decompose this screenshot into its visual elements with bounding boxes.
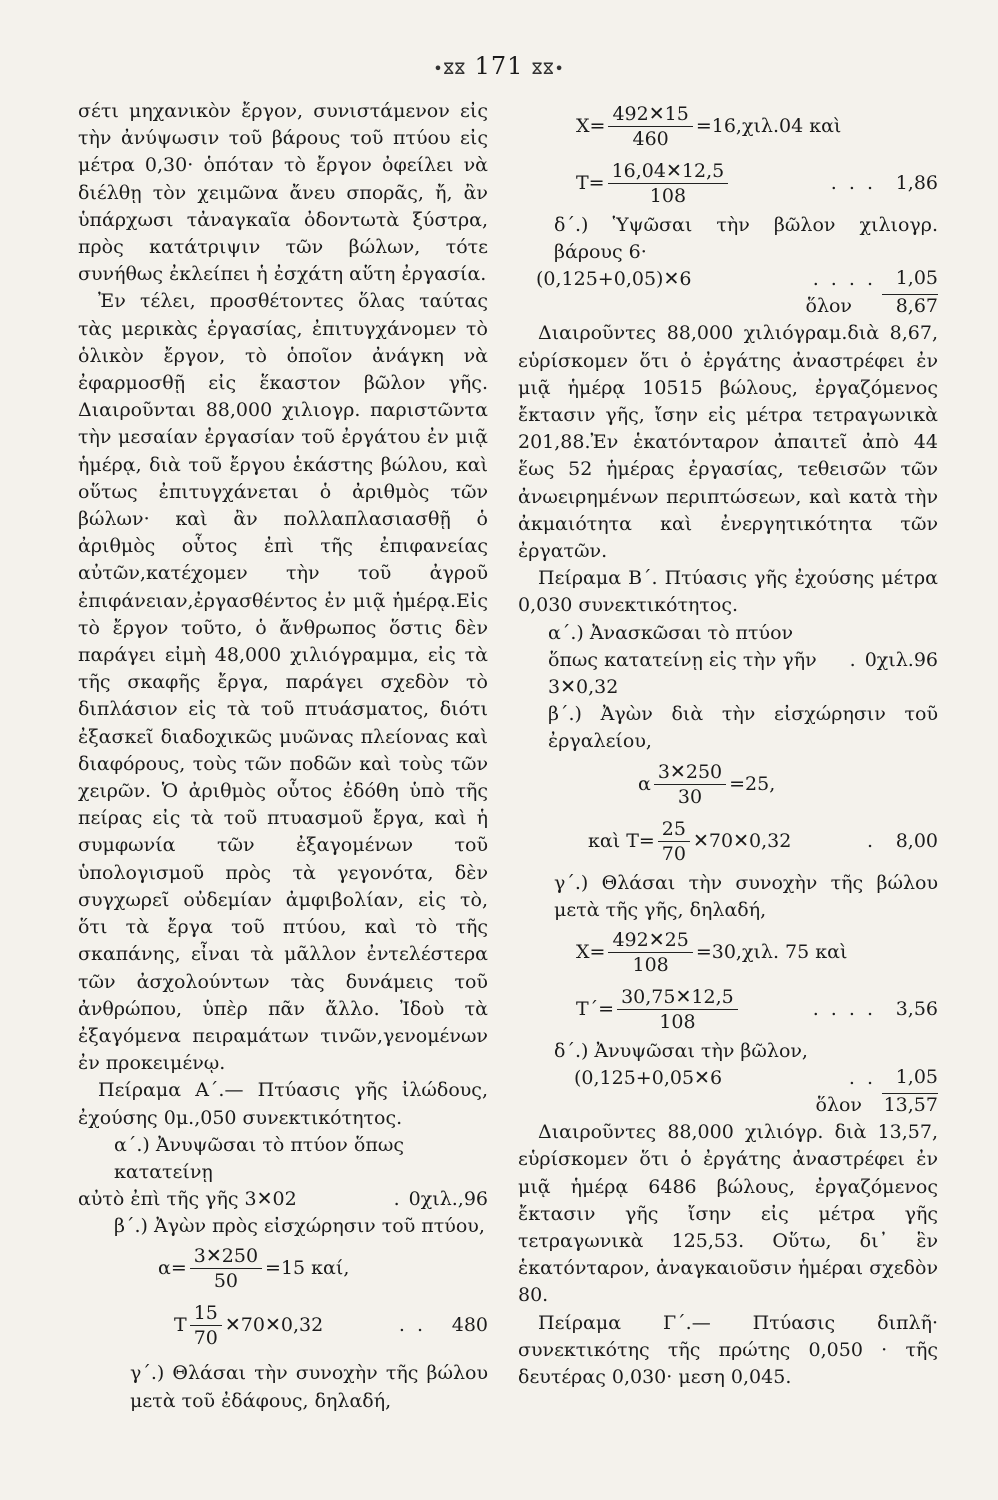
equation-lhs: Χ= <box>576 114 606 137</box>
paragraph: Ἐν τέλει, προσθέτοντες ὅλας ταύτας τὰς μερικὰς ἐργασίας, ἐπιτυγχάνομεν τὸ ὁλικὸν ἔργον, τὸ ὁποῖον ἀνάγκη νὰ ἐφαρμοσθῇ εἰς ἕκαστον βῶλον γῆς. Διαιροῦνται 88,000 χιλιογρ. παριστῶντα τὴν μεσαίαν ἐργασίαν τοῦ ἐργάτου ἐν μιᾷ ἡμέρᾳ, διὰ τοῦ ἔργου ἑκάστης βώλου, καὶ οὕτως ἐπιτυγχάνεται ὁ ἀριθμὸς τῶν βώλων· καὶ ἂν πολλαπλασιασθῇ ὁ ἀριθμὸς οὗτος ἐπὶ τῆς ἐπιφανείας αὐτῶν,κατέχομεν τὴν τοῦ ἀγροῦ ἐπιφάνειαν,ἐργασθέντος ἐν μιᾷ ἡμέρᾳ.Εἰς τὸ ἔργον τοῦτο, ὁ ἄνθρωπος ὅστις δὲν παράγει εἰμὴ 48,000 χιλιόγραμμα, εἰς τὰ τῆς σκαφῆς ἔργα, παράγει σχεδὸν τὸ διπλάσιον εἰς τὰ τοῦ πτυάσματος, διότι ἐξασκεῖ διαδοχικῶς μυῶνας πλείονας καὶ διαφόρους, τοὺς τῶν ποδῶν καὶ τοὺς τῶν χειρῶν. Ὁ ἀριθμὸς οὗτος ἐδόθη ὑπὸ τῆς πείρας εἰς τὰ τοῦ πτυασμοῦ ἔργα, καὶ ἡ συμφωνία τῶν ἐξαγομένων τοῦ ὑπολογισμοῦ πρὸς τὰ γεγονότα, δὲν συγχωρεῖ οὐδεμίαν ἀμφιβολίαν, εἰς τὸ, ὅτι τὰ ἔργα τοῦ πτύου, καὶ τὸ τῆς σκαπάνης, εἶναι τὰ μᾶλλον ἐντελέστερα τῶν ἀσχολούντων τὰς δυνάμεις τοῦ ἀνθρώπου, ὑπὲρ πᾶν ἄλλο. Ἰδοὺ τὰ ἐξαγόμενα πειραμάτων τινῶν,γενομένων ἐν προκειμένῳ. <box>78 290 488 1075</box>
total-line <box>518 1092 938 1119</box>
fraction-numerator: 492✕15 <box>608 102 692 127</box>
fraction <box>658 817 690 866</box>
total-line <box>518 293 938 320</box>
ornament-left-icon: •ⴵⴵ <box>433 59 466 78</box>
page-header <box>0 52 998 80</box>
fraction <box>617 985 738 1034</box>
fraction-denominator: 108 <box>649 185 687 207</box>
paragraph: σέτι μηχανικὸν ἔργον, συνιστάμενον εἰς τὴν ἀνύψωσιν τοῦ βάρους τοῦ πτύου εἰς μέτρα 0,30· ὁπόταν τὸ ἔργον ὀφείλει νὰ διέλθῃ τὸν χειμῶνα ἄνευ σπορᾶς, ἤ, ἂν ὑπάρχωσι τἀναγκαῖα ὀδοντωτὰ ξύστρα, πρὸς κατάτριψιν τῶν βώλων, τότε συνήθως ἐκλείπει ἡ ἐσχάτη αὕτη ἐργασία. <box>78 100 488 286</box>
equation-rhs: =15 καί, <box>265 1257 350 1280</box>
fraction-numerator: 3✕250 <box>654 760 726 785</box>
fraction <box>190 1301 222 1350</box>
equation-rhs: ✕70✕0,32 <box>692 829 792 852</box>
step-alpha-b: α΄.) Ἀνασκῶσαι τὸ πτύον ὅπως κατατείνῃ εἰς τὴν γῆν 3✕0,32 . 0χιλ.96 <box>518 620 938 702</box>
fraction-denominator: 108 <box>659 1011 696 1034</box>
step-delta-expr: (0,125+0,05)✕6 <box>536 268 692 291</box>
step-delta-value: 1,05 <box>882 265 938 295</box>
fraction <box>654 760 726 809</box>
equation: Τ΄= $\frac{30,75✕12,5}{108}$ . . . . 3,56 <box>576 986 938 1034</box>
fraction-denominator: 108 <box>632 954 669 977</box>
step-gamma-b: γ΄.) Θλάσαι τὴν συνοχὴν τῆς βώλου μετὰ τῆς γῆς, δηλαδή, <box>554 871 938 921</box>
equation <box>518 924 938 981</box>
equation-rhs: =16,χιλ.04 καὶ <box>695 114 842 137</box>
fraction-numerator: 15 <box>190 1301 222 1326</box>
fraction-denominator: 70 <box>193 1327 218 1350</box>
step-alpha-line: αὐτὸ ἐπὶ τῆς γῆς 3✕02 . 0χιλ.,96 <box>78 1186 488 1213</box>
fraction-numerator: 492✕25 <box>608 928 692 953</box>
fraction <box>608 928 692 977</box>
right-column <box>518 98 938 1391</box>
step-delta-b: δ΄.) Ἀνυψῶσαι τὴν βῶλον, <box>554 1040 808 1063</box>
fraction-numerator: 16,04✕12,5 <box>608 159 729 184</box>
step-alpha: α΄.) Ἀνυψῶσαι τὸ πτύον ὅπως κατατείνῃ <box>114 1133 404 1183</box>
fraction-denominator: 70 <box>661 842 686 865</box>
equation-value: 1,86 <box>895 171 938 194</box>
step-alpha-b-value: 0χιλ.96 <box>864 648 938 671</box>
fraction-denominator: 460 <box>632 128 669 150</box>
left-column <box>78 98 488 1415</box>
fraction <box>608 159 729 208</box>
equation: Τ= $\frac{16,04✕12,5}{108}$ . . . 1,86 <box>576 160 938 207</box>
fraction-numerator: 3✕250 <box>190 1244 262 1269</box>
equation-lhs: α= <box>158 1257 187 1280</box>
step-alpha-value: 0χιλ.,96 <box>408 1188 488 1211</box>
equation-lhs: Τ <box>174 1314 187 1337</box>
equation-lhs: Χ= <box>576 940 606 963</box>
step-alpha-b-text: α΄.) Ἀνασκῶσαι τὸ πτύον ὅπως κατατείνῃ εἰς τὴν γῆν 3✕0,32 <box>548 621 817 699</box>
equation-value: 480 <box>451 1314 488 1337</box>
total-value: 8,67 <box>895 295 938 318</box>
experiment-g-title: Πείραμα Γ΄.— Πτύασις διπλῆ· συνεκτικότης τῆς πρώτης 0,050 · τῆς δευτέρας 0,030· μεση 0,045. <box>518 1311 938 1389</box>
equation-lhs: α <box>638 772 651 795</box>
step-beta-b: β΄.) Ἀγὼν διὰ τὴν εἰσχώρησιν τοῦ ἐργαλείου, <box>548 703 938 753</box>
page-number: 171 <box>474 52 524 80</box>
equation-rhs: =25, <box>729 772 776 795</box>
total-label: ὅλον <box>805 295 852 318</box>
fraction <box>608 102 692 151</box>
fraction-numerator: 30,75✕12,5 <box>617 985 738 1010</box>
total-label: ὅλον <box>815 1094 862 1117</box>
fraction-denominator: 50 <box>213 1270 238 1293</box>
step-delta-b-value: 1,05 <box>882 1064 938 1094</box>
equation <box>518 98 938 155</box>
equation-value: 3,56 <box>895 997 938 1020</box>
equation-rhs: ✕70✕0,32 <box>224 1314 324 1337</box>
step-beta: β΄.) Ἀγὼν πρὸς εἰσχώρησιν τοῦ πτύου, <box>114 1215 485 1238</box>
equation <box>518 756 938 813</box>
paragraph: Διαιροῦντες 88,000 χιλιόγρ. διὰ 13,57, εὑρίσκομεν ὅτι ὁ ἐργάτης ἀναστρέφει ἐν μιᾷ ἡμέρᾳ 6486 βώλους, ἐργαζόμενος ἔκτασιν γῆς ἴσην εἰς μέτρα γῆς τετραγωνικὰ 125,53. Οὕτω, δι᾽ ἓν ἑκατόνταρον, ἀναγκαιοῦσιν ἡμέραι σχεδὸν 80. <box>518 1121 938 1307</box>
equation: καὶ Τ= $\frac{25}{70}$ ✕70✕0,32 . 8,00 <box>588 817 938 865</box>
step-delta-b-expr: (0,125+0,05✕6 <box>574 1067 723 1090</box>
paragraph: Διαιροῦντες 88,000 χιλιόγραμ.διὰ 8,67, εὑρίσκομεν ὅτι ὁ ἐργάτης ἀναστρέφει ἐν μιᾷ ἡμέρᾳ 10515 βώλους, ἐργαζόμενος ἔκτασιν γῆς, ἴσην εἰς μέτρα τετραγωνικὰ 201,88.Ἐν ἑκατόνταρον ἀπαιτεῖ ἀπὸ 44 ἕως 52 ἡμέρας ἐργασίας, τεθεισῶν τῶν ἀνωειρημένων περιπτώσεων, καὶ κατὰ τὴν ἀκμαιότητα καὶ ἐνεργητικότητα τῶν ἐργατῶν. <box>518 322 938 563</box>
equation-value: 8,00 <box>895 829 938 852</box>
step-alpha-text: αὐτὸ ἐπὶ τῆς γῆς 3✕02 <box>78 1188 297 1211</box>
equation-lhs: Τ΄= <box>576 997 615 1020</box>
experiment-b-title: Πείραμα Β΄. Πτύασις γῆς ἐχούσης μέτρα 0,030 συνεκτικότητος. <box>518 567 938 617</box>
step-delta: δ΄.) Ὑψῶσαι τὴν βῶλον χιλιογρ. βάρους 6· <box>554 214 938 264</box>
equation: Τ $\frac{15}{70}$ ✕70✕0,32 . . 480 <box>174 1302 488 1350</box>
fraction-denominator: 30 <box>677 785 703 808</box>
equation-rhs: =30,χιλ. 75 καὶ <box>695 940 848 963</box>
total-value: 13,57 <box>883 1094 938 1117</box>
fraction-numerator: 25 <box>658 817 690 842</box>
step-delta-b-line: (0,125+0,05✕6 . . 1,05 <box>518 1065 938 1092</box>
fraction <box>190 1244 262 1293</box>
equation <box>78 1240 488 1297</box>
ornament-right-icon: ⴵⴵ• <box>532 59 565 78</box>
equation-lhs: καὶ Τ= <box>588 829 655 852</box>
step-gamma: γ΄.) Θλάσαι τὴν συνοχὴν τῆς βώλου μετὰ τοῦ ἐδάφους, δηλαδή, <box>130 1362 488 1412</box>
experiment-a-title: Πείραμα Α΄.— Πτύασις γῆς ἰλώδους, ἐχούσης 0μ.,050 συνεκτικότητος. <box>78 1079 488 1129</box>
step-delta-line: (0,125+0,05)✕6 . . . . 1,05 <box>518 266 938 293</box>
equation-lhs: Τ= <box>576 171 605 194</box>
